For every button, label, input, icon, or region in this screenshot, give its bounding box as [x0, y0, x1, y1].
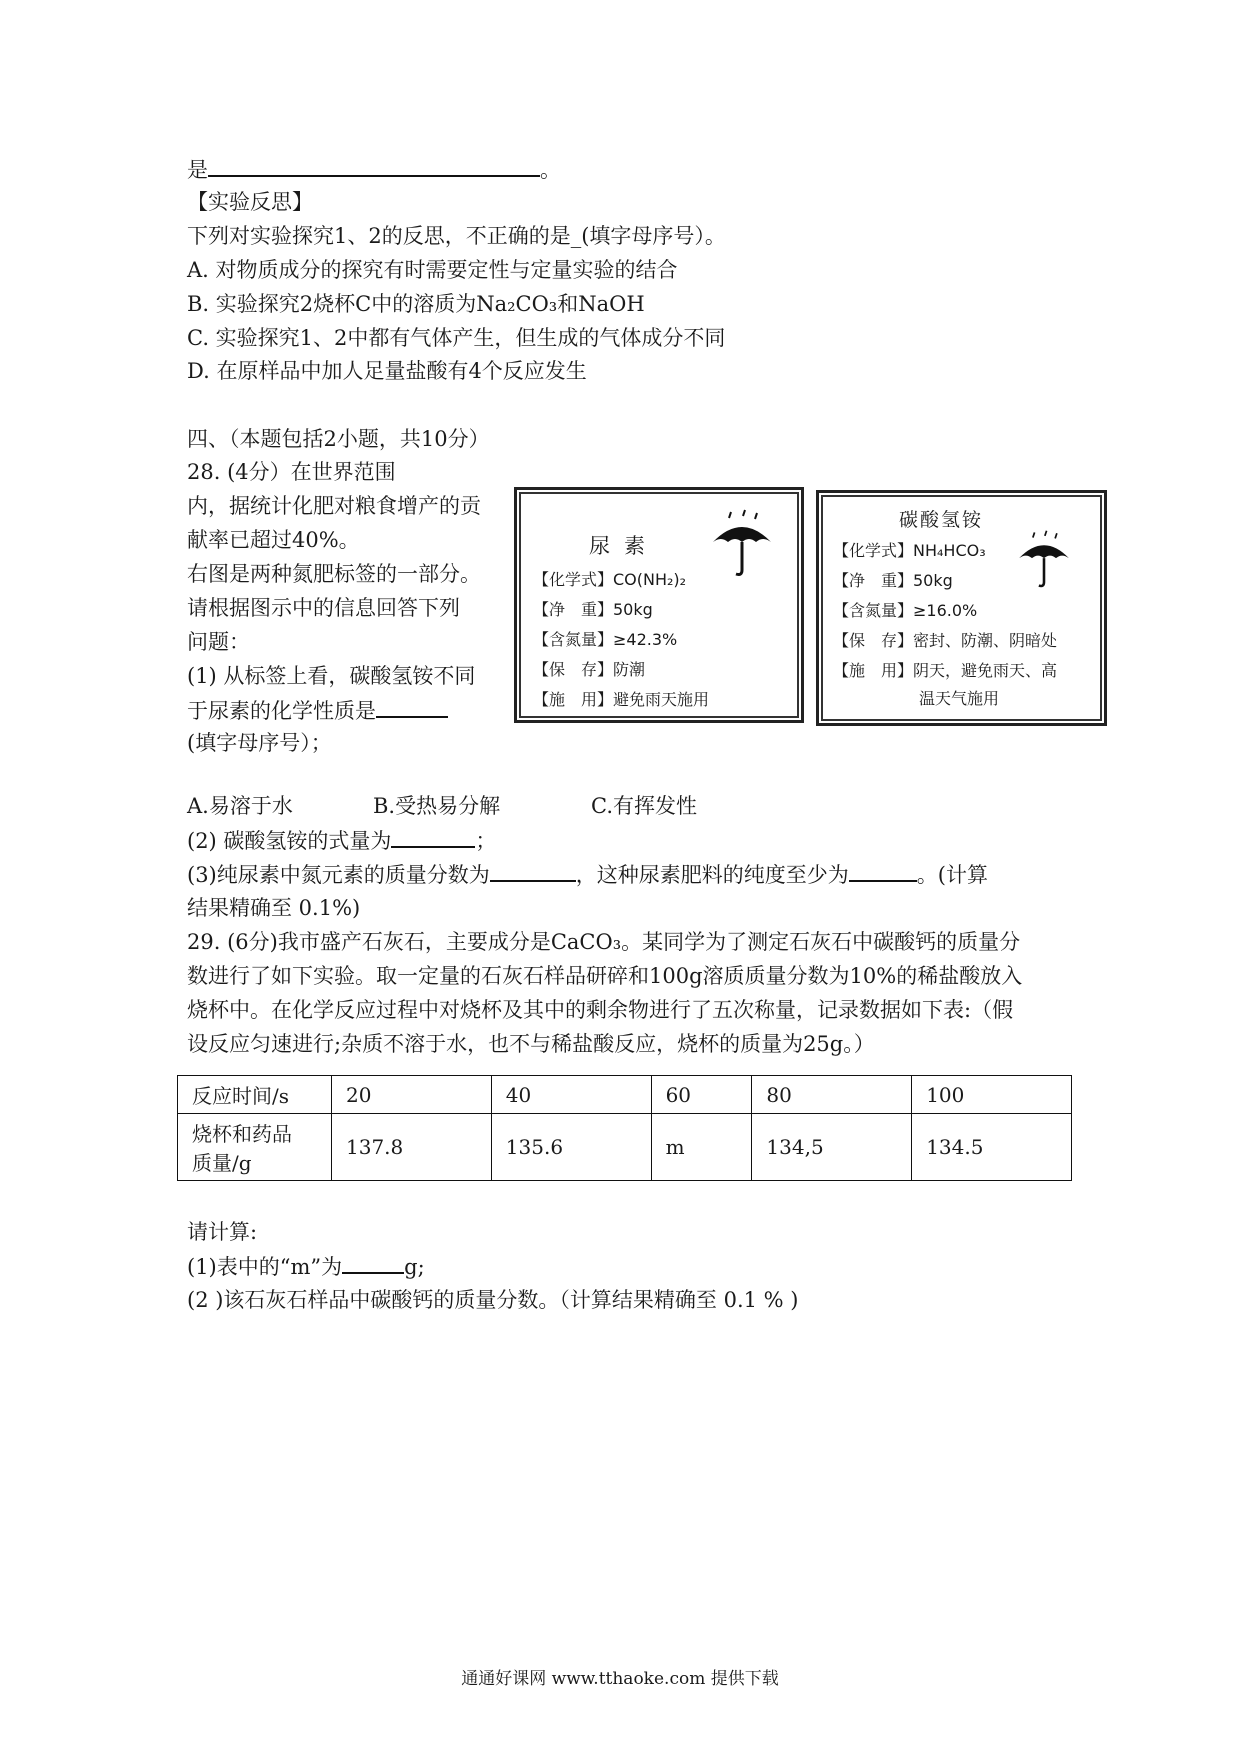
bicarb-label-row: 【净 重】50kg — [833, 571, 953, 590]
urea-label-row: 【净 重】50kg — [533, 600, 653, 619]
reflection-prompt: 下列对实验探究1、2的反思，不正确的是_(填字母序号）。 — [187, 224, 726, 248]
answer-blank — [208, 155, 540, 177]
bicarb-label-row: 【含氮量】≥16.0% — [833, 601, 978, 620]
table-cell: 80 — [752, 1076, 912, 1114]
reflection-option-c: C. 实验探究1、2中都有气体产生，但生成的气体成分不同 — [187, 326, 726, 350]
bicarb-label-title: 碳酸氢铵 — [899, 509, 984, 531]
ammonium-bicarbonate-label — [816, 490, 1107, 726]
continuation-suffix: 。 — [540, 158, 561, 182]
q28-part2 — [187, 826, 496, 855]
table-cell: 134,5 — [752, 1114, 912, 1181]
table-cell: 100 — [912, 1076, 1072, 1114]
table-cell: 60 — [651, 1076, 752, 1114]
table-cell: 40 — [491, 1076, 651, 1114]
table-cell: 反应时间/s — [178, 1076, 332, 1114]
q28-part3-a: (3)纯尿素中氮元素的质量分数为 — [187, 863, 490, 887]
umbrella-icon — [707, 508, 777, 578]
bicarb-label-row: 【化学式】NH₄HCO₃ — [833, 541, 986, 560]
q29-sub1-a: (1)表中的“m”为 — [187, 1255, 343, 1279]
q29-sub1-b: g; — [404, 1255, 425, 1279]
q29-sub2: (2 )该石灰石样品中碳酸钙的质量分数。（计算结果精确至 0.1 % ) — [187, 1288, 799, 1312]
table-cell: m — [651, 1114, 752, 1181]
q29-line: 29. (6分)我市盛产石灰石，主要成分是CaCO₃。某同学为了测定石灰石中碳酸钙的质量分 — [187, 930, 1021, 954]
page-footer: 通通好课网 www.tthaoke.com 提供下载 — [461, 1669, 779, 1689]
q28-line: 28. (4分）在世界范围 — [187, 460, 396, 484]
q28-part1-line1: (1) 从标签上看，碳酸氢铵不同 — [187, 664, 476, 688]
urea-label-row: 【施 用】避免雨天施用 — [533, 690, 710, 709]
urea-label-row: 【保 存】防潮 — [533, 660, 646, 679]
table-cell: 137.8 — [332, 1114, 492, 1181]
reflection-option-d: D. 在原样品中加人足量盐酸有4个反应发生 — [187, 359, 587, 383]
reflection-option-b: B. 实验探究2烧杯C中的溶质为Na₂CO₃和NaOH — [187, 292, 645, 316]
q29-sub1 — [187, 1252, 425, 1281]
answer-blank — [490, 860, 576, 882]
urea-label-row: 【化学式】CO(NH₂)₂ — [533, 570, 687, 589]
q28-line: 内，据统计化肥对粮食增产的贡 — [187, 494, 481, 518]
table-row — [178, 1076, 1072, 1114]
urea-label — [514, 487, 804, 723]
q28-part1-text: 于尿素的化学性质是 — [187, 699, 376, 723]
continuation-prefix: 是 — [187, 158, 208, 182]
q28-choice-a: A.易溶于水 — [187, 794, 293, 818]
table-cell: 135.6 — [491, 1114, 651, 1181]
q28-line: 右图是两种氮肥标签的一部分。 — [187, 562, 481, 586]
reflection-option-a: A. 对物质成分的探究有时需要定性与定量实验的结合 — [187, 258, 678, 282]
q28-part2-end: ； — [475, 829, 497, 853]
answer-blank — [849, 860, 917, 882]
q28-part3-b: ，这种尿素肥料的纯度至少为 — [575, 863, 849, 887]
urea-label-title: 尿素 — [589, 534, 659, 558]
q28-part3 — [187, 860, 988, 889]
answer-blank — [391, 826, 475, 848]
answer-blank — [342, 1252, 404, 1274]
q29-line: 烧杯中。在化学反应过程中对烧杯及其中的剩余物进行了五次称量，记录数据如下表:（假 — [187, 998, 1014, 1022]
section-heading: 四、（本题包括2小题，共10分） — [187, 427, 490, 451]
q29-line: 数进行了如下实验。取一定量的石灰石样品研碎和100g溶质质量分数为10%的稀盐酸放入 — [187, 964, 1023, 988]
q28-part3-d: 结果精确至 0.1%) — [187, 896, 361, 920]
q28-line: 献率已超过40%。 — [187, 528, 360, 552]
reflection-heading: 【实验反思】 — [187, 190, 313, 214]
q29-line: 设反应匀速进行;杂质不溶于水，也不与稀盐酸反应，烧杯的质量为25g。） — [187, 1032, 875, 1056]
q29-ask: 请计算: — [187, 1220, 258, 1244]
q28-part2-text: (2) 碳酸氢铵的式量为 — [187, 829, 392, 853]
q28-line: 问题： — [187, 630, 250, 654]
bicarb-label-row: 温天气施用 — [919, 689, 1000, 708]
table-cell: 134.5 — [912, 1114, 1072, 1181]
table-cell — [178, 1114, 332, 1181]
bicarb-label-row: 【施 用】阴天，避免雨天、高 — [833, 661, 1058, 680]
umbrella-icon — [1014, 529, 1074, 589]
q28-part3-c: 。(计算 — [916, 863, 988, 887]
table-row-label: 质量/g — [192, 1151, 252, 1175]
table-row — [178, 1114, 1072, 1181]
q28-line: 请根据图示中的信息回答下列 — [187, 596, 460, 620]
answer-blank — [376, 696, 448, 718]
urea-label-row: 【含氮量】≥42.3% — [533, 630, 678, 649]
weighing-table — [177, 1075, 1072, 1181]
q28-choice-c: C.有挥发性 — [591, 794, 697, 818]
bicarb-label-row: 【保 存】密封、防潮、阴暗处 — [833, 631, 1058, 650]
continuation-line — [187, 155, 561, 184]
q28-part1-line2 — [187, 696, 448, 725]
q28-choice-b: B.受热易分解 — [373, 794, 501, 818]
table-cell: 20 — [332, 1076, 492, 1114]
q28-part1-line3: (填字母序号）； — [187, 731, 332, 755]
table-row-label: 烧杯和药品 — [192, 1122, 292, 1146]
